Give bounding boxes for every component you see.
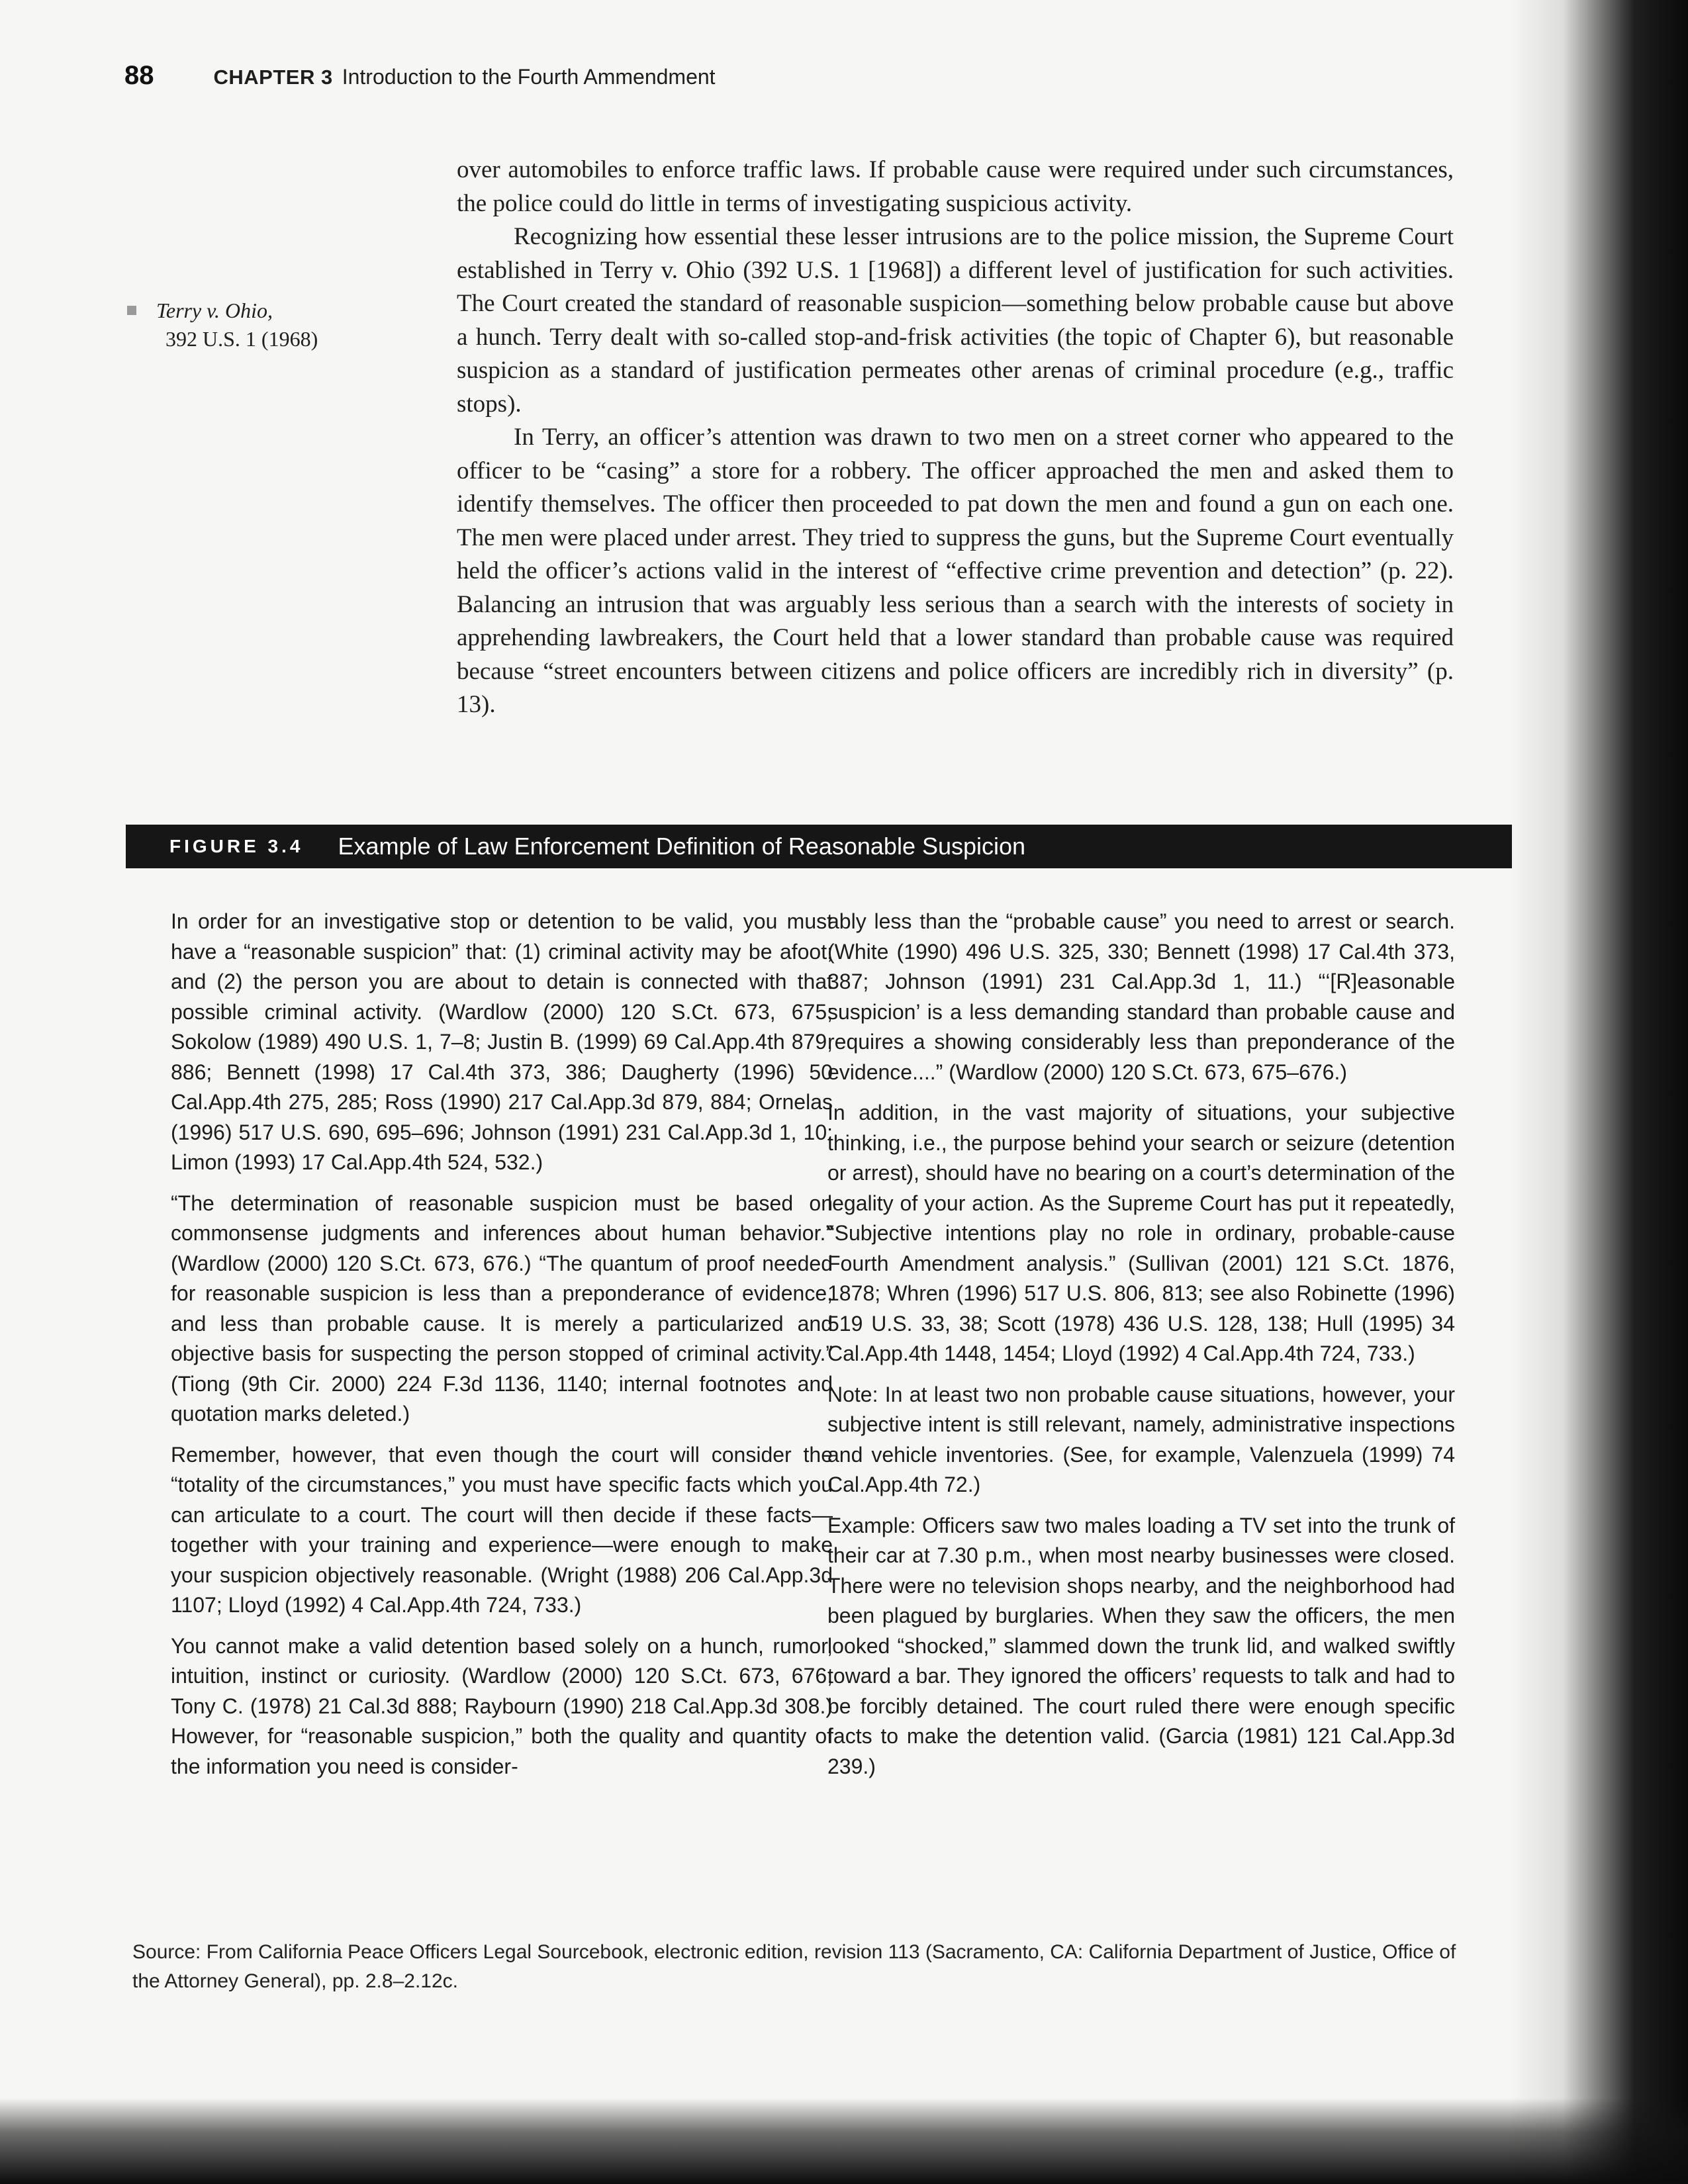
body-text: [457, 154, 1454, 722]
figure-title: Example of Law Enforcement Definition of Reasonable Suspicion: [338, 833, 1026, 860]
margin-note: [127, 296, 346, 353]
figure-paragraph: You cannot make a valid detention based solely on a hunch, rumor, intuition, instinct or curiosity. (Wardlow (2000) 120 S.Ct. 673, 676; Tony C. (1978) 21 Cal.3d 888; Raybourn (1990) 218 Cal.App.3d 308.) However, for “reasonable suspicion,” both the quality and quantity of the information you need is consider-: [171, 1633, 833, 1778]
margin-note-citation: 392 U.S. 1 (1968): [165, 327, 318, 351]
figure-right-column: [827, 907, 1455, 1792]
figure-paragraph: Example: Officers saw two males loading a TV set into the trunk of their car at 7.30 p.m., when most nearby businesses were closed. There were no television shops nearby, and the neighborhood had been plagued by burglaries. When they saw the officers, the men looked “shocked,” slammed down the trunk lid, and walked swiftly toward a bar. They ignored the officers’ requests to talk and had to be forcibly detained. The court ruled there were enough specific facts to make the detention valid. (Garcia (1981) 121 Cal.App.3d 239.): [827, 1513, 1455, 1778]
figure-paragraph: ably less than the “probable cause” you need to arrest or search. (White (1990) 496 U.S. 325, 330; Bennett (1998) 17 Cal.4th 373, 387; Johnson (1991) 231 Cal.App.3d 1, 11.) “‘[R]easonable suspicion’ is a less demanding standard than probable cause and requires a showing considerably less than preponderance of the evidence....” (Wardlow (2000) 120 S.Ct. 673, 675–676.): [827, 909, 1455, 1084]
body-paragraph: over automobiles to enforce traffic laws. If probable cause were required under such circumstances, the police could do little in terms of investigating suspicious activity.: [457, 156, 1454, 217]
body-paragraph: In Terry, an officer’s attention was drawn to two men on a street corner who appeared to the officer to be “casing” a store for a robbery. The officer approached the men and asked them to identify themselves. The officer then proceeded to pat down the men and found a gun on each one. The men were placed under arrest. They tried to suppress the guns, but the Supreme Court eventually held the officer’s actions valid in the interest of “effective crime prevention and detection” (p. 22). Balancing an intrusion that was arguably less serious than a search with the interests of society in apprehending lawbreakers, the Court held that a lower standard than probable cause was required because “street encounters between citizens and police officers are incredibly rich in diversity” (p. 13).: [457, 424, 1454, 718]
figure-left-column: [171, 907, 833, 1792]
body-paragraph: Recognizing how essential these lesser intrusions are to the police mission, the Supreme Court established in Terry v. Ohio (392 U.S. 1 [1968]) a different level of justification for such activities. The Court created the standard of reasonable suspicion—something below probable cause but above a hunch. Terry dealt with so-called stop-and-frisk activities (the topic of Chapter 6), but reasonable suspicion as a standard of justification permeates other arenas of criminal procedure (e.g., traffic stops).: [457, 223, 1454, 418]
chapter-title: Introduction to the Fourth Ammendment: [342, 65, 716, 89]
figure-paragraph: Note: In at least two non probable cause situations, however, your subjective intent is still relevant, namely, administrative inspections and vehicle inventories. (See, for example, Valenzuela (1999) 74 Cal.App.4th 72.): [827, 1382, 1455, 1496]
page-number: 88: [124, 61, 154, 90]
figure-label: FIGURE 3.4: [169, 836, 304, 856]
page-header: [124, 61, 716, 101]
chapter-label: CHAPTER 3: [213, 66, 333, 89]
figure-paragraph: In order for an investigative stop or detention to be valid, you must have a “reasonable suspicion” that: (1) criminal activity may be afoot; and (2) the person you are about to detain is connected with that possible criminal activity. (Wardlow (2000) 120 S.Ct. 673, 675; Sokolow (1989) 490 U.S. 1, 7–8; Justin B. (1999) 69 Cal.App.4th 879, 886; Bennett (1998) 17 Cal.4th 373, 386; Daugherty (1996) 50 Cal.App.4th 275, 285; Ross (1990) 217 Cal.App.3d 879, 884; Ornelas (1996) 517 U.S. 690, 695–696; Johnson (1991) 231 Cal.App.3d 1, 10; Limon (1993) 17 Cal.App.4th 524, 532.): [171, 909, 833, 1174]
figure-paragraph: Remember, however, that even though the court will consider the “totality of the circumstances,” you must have specific facts which you can articulate to a court. The court will then decide if these facts—together with your training and experience—were enough to make your suspicion objectively reasonable. (Wright (1988) 206 Cal.App.3d 1107; Lloyd (1992) 4 Cal.App.4th 724, 733.): [171, 1442, 833, 1617]
figure-paragraph: “The determination of reasonable suspicion must be based on commonsense judgments and inferences about human behavior.” (Wardlow (2000) 120 S.Ct. 673, 676.) “The quantum of proof needed for reasonable suspicion is less than a preponderance of evidence, and less than probable cause. It is merely a particularized and objective basis for suspecting the person stopped of criminal activity.” (Tiong (9th Cir. 2000) 224 F.3d 1136, 1140; internal footnotes and quotation marks deleted.): [171, 1191, 833, 1426]
figure-source-note: Source: From California Peace Officers Legal Sourcebook, electronic edition, revision 113 (Sacramento, CA: California Department of Justice, Office of the Attorney General), pp. 2.8–2.12c.: [132, 1941, 1456, 1992]
square-bullet-icon: [127, 306, 136, 315]
page-bottom-edge: [0, 2098, 1688, 2184]
margin-note-case: Terry v. Ohio,: [156, 298, 273, 322]
page-binding-shadow: [1509, 0, 1688, 2184]
figure-paragraph: In addition, in the vast majority of situations, your subjective thinking, i.e., the purpose behind your search or seizure (detention or arrest), should have no bearing on a court’s determination of the legality of your action. As the Supreme Court has put it repeatedly, “Subjective intentions play no role in ordinary, probable-cause Fourth Amendment analysis.” (Sullivan (2001) 121 S.Ct. 1876, 1878; Whren (1996) 517 U.S. 806, 813; see also Robinette (1996) 519 U.S. 33, 38; Scott (1978) 436 U.S. 128, 138; Hull (1995) 34 Cal.App.4th 1448, 1454; Lloyd (1992) 4 Cal.App.4th 724, 733.): [827, 1101, 1455, 1365]
figure-caption-bar: [126, 825, 1512, 868]
